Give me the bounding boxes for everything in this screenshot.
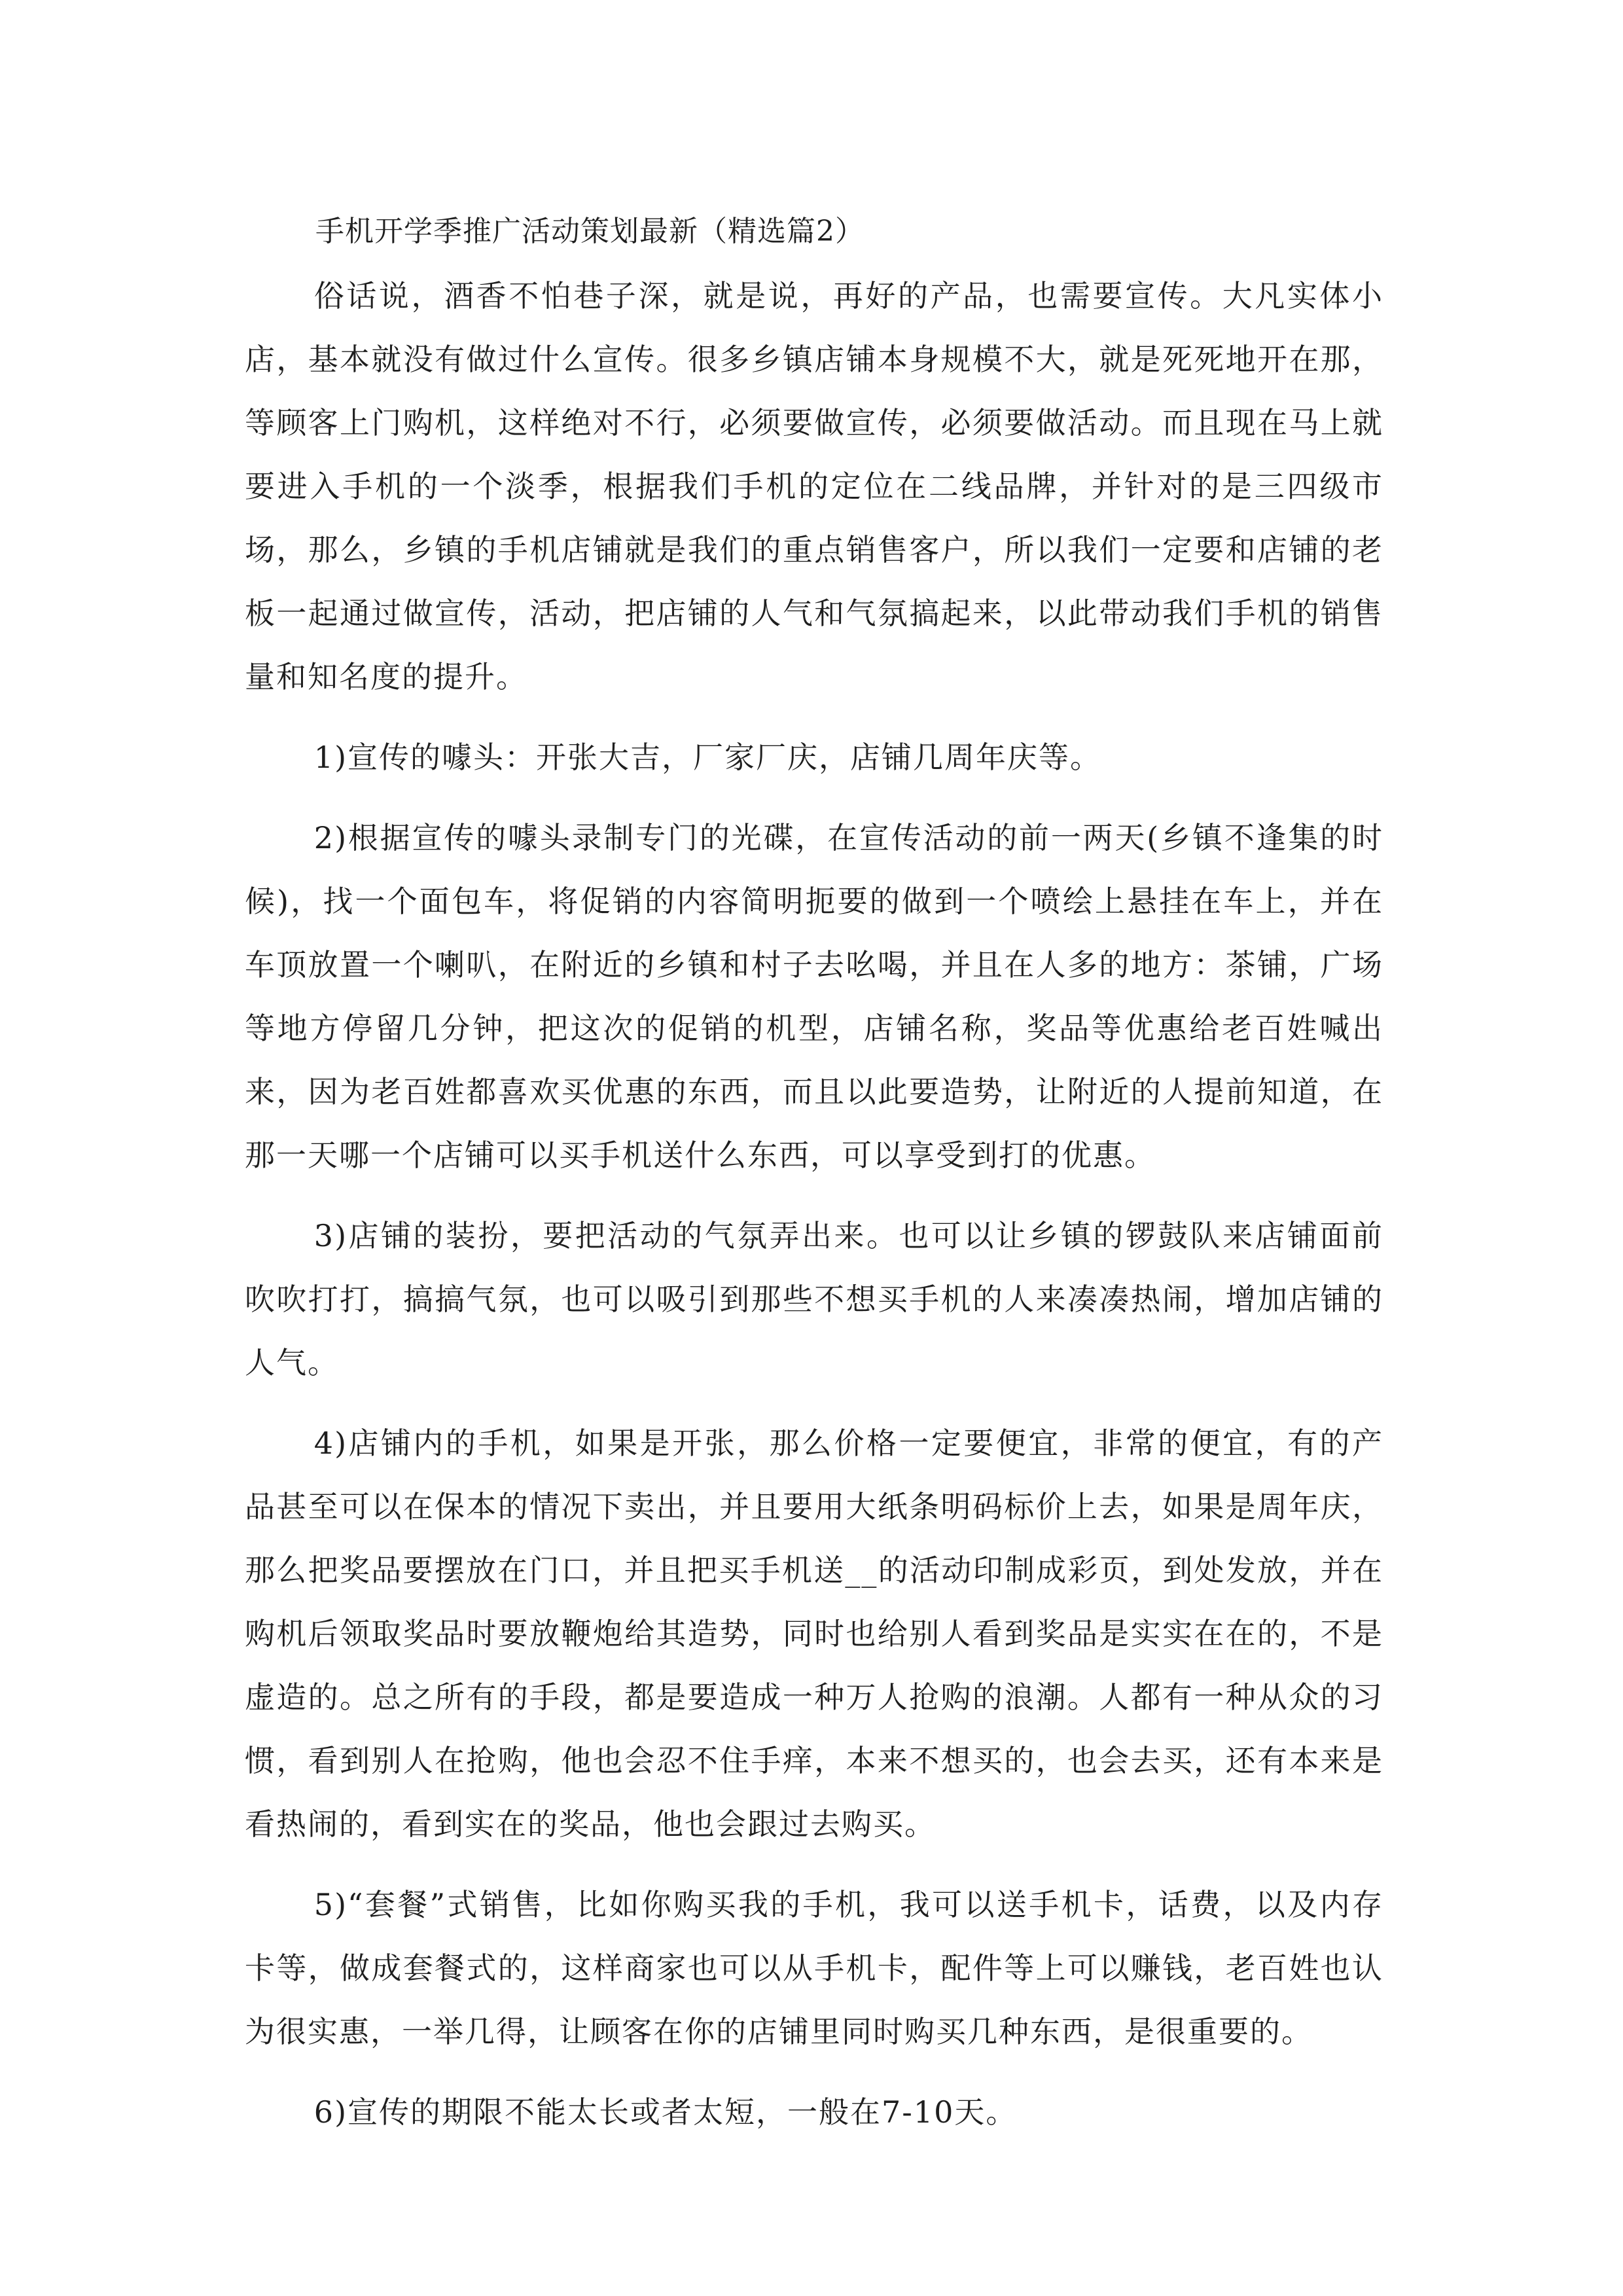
paragraph-point-1: 1)宣传的噱头：开张大吉，厂家厂庆，店铺几周年庆等。 <box>313 740 1102 775</box>
paragraph-point-6: 6)宣传的期限不能太长或者太短，一般在7-10天。 <box>313 2094 1018 2130</box>
paragraph-point-2: 2)根据宣传的噱头录制专门的光碟，在宣传活动的前一两天(乡镇不逢集的时候)，找一个面包车，将促销的内容简明扼要的做到一个喷绘上悬挂在车上，并在车顶放置一个喇叭，在附近的乡镇和村子去吆喝，并且在人多的地方：茶铺，广场等地方停留几分钟，把这次的促销的机型，店铺名称，奖品等优惠给老百姓喊出来，因为老百姓都喜欢买优惠的东西，而且以此要造势，让附近的人提前知道，在那一天哪一个店铺可以买手机送什么东西，可以享受到打的优惠。 <box>245 820 1383 1173</box>
document-title: 手机开学季推广活动策划最新（精选篇2） <box>315 215 865 248</box>
paragraph-intro: 俗话说，酒香不怕巷子深，就是说，再好的产品，也需要宣传。大凡实体小店，基本就没有做过什么宣传。很多乡镇店铺本身规模不大，就是死死地开在那，等顾客上门购机，这样绝对不行，必须要做宣传，必须要做活动。而且现在马上就要进入手机的一个淡季，根据我们手机的定位在二线品牌，并针对的是三四级市场，那么，乡镇的手机店铺就是我们的重点销售客户，所以我们一定要和店铺的老板一起通过做宣传，活动，把店铺的人气和气氛搞起来，以此带动我们手机的销售量和知名度的提升。 <box>245 278 1383 694</box>
paragraph-point-3: 3)店铺的装扮，要把活动的气氛弄出来。也可以让乡镇的锣鼓队来店铺面前吹吹打打，搞搞气氛，也可以吸引到那些不想买手机的人来凑凑热闹，增加店铺的人气。 <box>245 1218 1383 1380</box>
document-body <box>245 208 1383 2144</box>
paragraph-point-4: 4)店铺内的手机，如果是开张，那么价格一定要便宜，非常的便宜，有的产品甚至可以在保本的情况下卖出，并且要用大纸条明码标价上去，如果是周年庆，那么把奖品要摆放在门口，并且把买手机送__的活动印制成彩页，到处发放，并在购机后领取奖品时要放鞭炮给其造势，同时也给别人看到奖品是实实在在的，不是虚造的。总之所有的手段，都是要造成一种万人抢购的浪潮。人都有一种从众的习惯，看到别人在抢购，他也会忍不住手痒，本来不想买的，也会去买，还有本来是看热闹的，看到实在的奖品，他也会跟过去购买。 <box>245 1426 1383 1842</box>
paragraph-point-5: 5)“套餐”式销售，比如你购买我的手机，我可以送手机卡，话费，以及内存卡等，做成套餐式的，这样商家也可以从手机卡，配件等上可以赚钱，老百姓也认为很实惠，一举几得，让顾客在你的店铺里同时购买几种东西，是很重要的。 <box>245 1887 1383 2049</box>
